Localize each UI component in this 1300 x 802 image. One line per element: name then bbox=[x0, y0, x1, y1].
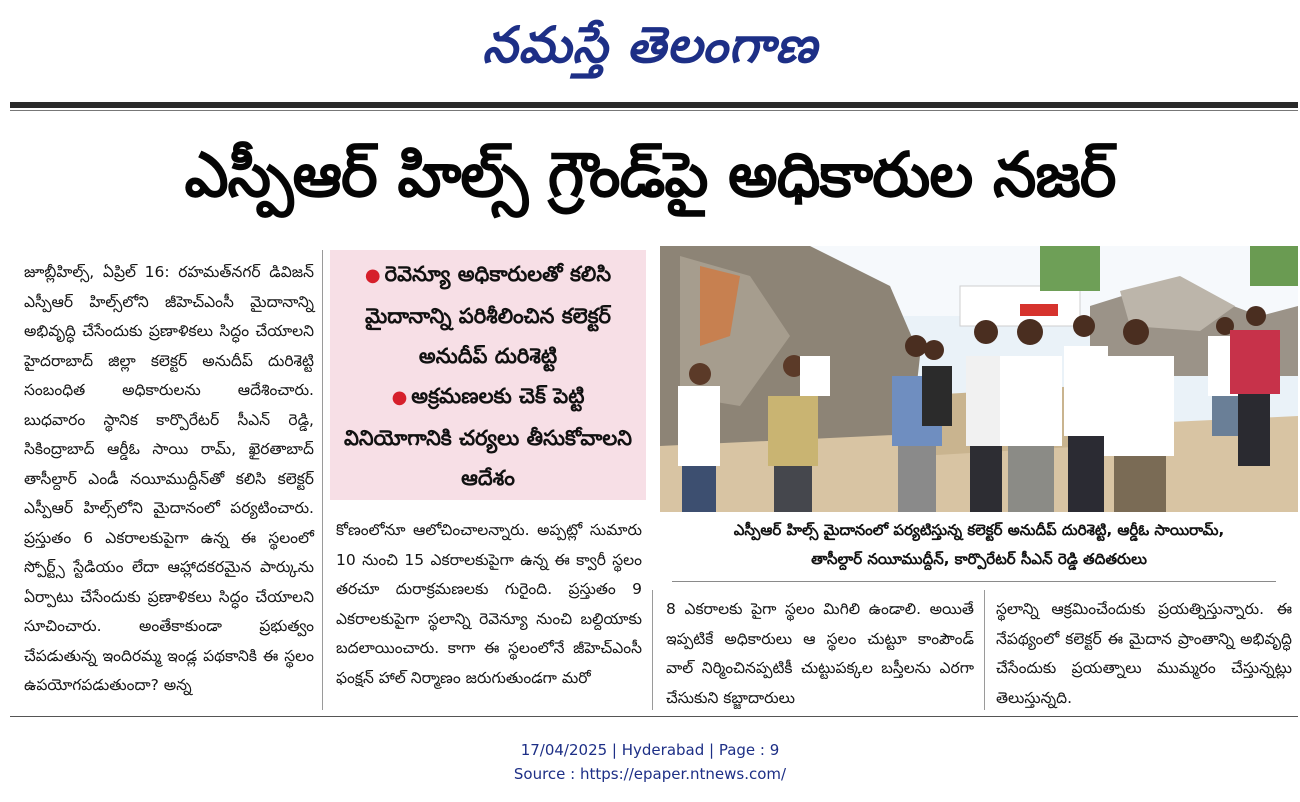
masthead-thin-rule bbox=[10, 110, 1298, 111]
masthead bbox=[0, 0, 1300, 100]
article-text: జూబ్లీహిల్స్, ఏప్రిల్ 16: రహమత్‌నగర్ డివిజన్ ఎస్పీఆర్ హిల్స్‌లోని జీహెచ్‌ఎంసీ మైదానాన్ని అభివృద్ధి చేసేందుకు ప్రణాళికలు సిద్ధం చేయాలని హైదరాబాద్ జిల్లా కలెక్టర్ అనుదీప్ దురిశెట్టి సంబంధిత అధికారులను ఆదేశించారు. బుధవారం స్థానిక కార్పొరేటర్ సీఎన్ రెడ్డి, సికింద్రాబాద్ ఆర్డీఓ సాయి రామ్, ఖైరతాబాద్ తాసీల్దార్ ఎండీ నయీముద్దీన్‌తో కలిసి కలెక్టర్ ఎస్పీఆర్ హిల్స్‌లోని మైదానంలో పర్యటించారు. ప్రస్తుతం 6 ఎకరాలకుపైగా ఉన్న ఈ స్థలంలో స్పోర్ట్స్ స్టేడియం లేదా ఆహ్లాదకరమైన పార్కును ఏర్పాటు చేసేందుకు ప్రణాళికలు సిద్ధం చేయాలని సూచించారు. అంతేకాకుండా ప్రభుత్వం చేపడుతున్న ఇందిరమ్మ ఇండ్ల పథకానికి ఈ స్థలం ఉపయోగపడుతుందా? అన్న bbox=[24, 263, 314, 694]
photo-caption bbox=[664, 516, 1294, 574]
highlight-item: ● రెవెన్యూ అధికారులతో కలిసి మైదానాన్ని పరిశీలించిన కలెక్టర్ అనుదీప్ దురిశెట్టి bbox=[364, 262, 612, 368]
highlight-item: ● అక్రమణలకు చెక్ పెట్టి వినియోగానికి చర్యలు తీసుకోవాలని ఆదేశం bbox=[343, 384, 633, 490]
masthead-rule bbox=[10, 102, 1298, 108]
caption-line: తాసీల్దార్ నయీముద్దీన్, కార్పొరేటర్ సీఎన్ రెడ్డి తదితరులు bbox=[811, 550, 1147, 568]
column-divider bbox=[984, 590, 985, 710]
page-footer bbox=[0, 738, 1300, 786]
article-text: కోణంలోనూ ఆలోచించాలన్నారు. అప్పట్లో సుమారు 10 నుంచి 15 ఎకరాలకుపైగా ఉన్న ఈ క్వారీ స్థలం తరచూ దురాక్రమణలకు గురైంది. ప్రస్తుతం 9 ఎకరాలకుపైగా స్థలాన్ని రెవెన్యూ నుంచి బల్దియాకు బదలాయించారు. కాగా ఈ స్థలంలోనే జీహెచ్‌ఎంసీ ఫంక్షన్ హాల్ నిర్మాణం జరుగుతుండగా మరో bbox=[336, 521, 642, 687]
footer-rule bbox=[10, 716, 1298, 717]
article-text: 8 ఎకరాలకు పైగా స్థలం మిగిలి ఉండాలి. అయితే ఇప్పటికే అధికారులు ఆ స్థలం చుట్టూ కాంపౌండ్ వాల్ నిర్మించినప్పటికీ చుట్టుపక్కల బస్తీలను ఎరగా చేసుకుని కబ్జాదారులు bbox=[666, 600, 974, 707]
caption-rule bbox=[672, 581, 1276, 582]
column-divider bbox=[652, 590, 653, 710]
caption-line: ఎస్పీఆర్ హిల్స్ మైదానంలో పర్యటిస్తున్న కలెక్టర్ అనుదీప్ దురిశెట్టి, ఆర్డీఓ సాయిరామ్, bbox=[733, 521, 1225, 539]
photo-officials-inspecting-ground bbox=[660, 246, 1298, 512]
column-divider bbox=[322, 250, 323, 710]
article-column-2 bbox=[336, 516, 642, 693]
bullet-icon: ● bbox=[364, 265, 381, 286]
article-text: స్థలాన్ని ఆక్రమించేందుకు ప్రయత్నిస్తున్నారు. ఈ నేపథ్యంలో కలెక్టర్ ఈ మైదాన ప్రాంతాన్ని అభివృద్ధి చేసేందుకు ప్రయత్నాలు ముమ్మరం చేస్తున్నట్లు తెలుస్తున్నది. bbox=[996, 600, 1292, 707]
news-photo bbox=[660, 246, 1298, 512]
article-column-1 bbox=[24, 258, 314, 701]
article-column-3 bbox=[666, 595, 974, 713]
bullet-icon: ● bbox=[391, 387, 408, 408]
highlights-box bbox=[330, 250, 646, 500]
article-headline: ఎస్పీఆర్ హిల్స్ గ్రౌండ్‌పై అధికారుల నజర్ bbox=[184, 138, 1116, 211]
article-column-4 bbox=[996, 595, 1292, 713]
source-link[interactable]: Source : https://epaper.ntnews.com/ bbox=[513, 765, 787, 783]
edition-info: 17/04/2025 | Hyderabad | Page : 9 bbox=[520, 741, 780, 759]
newspaper-logo: నమస్తే తెలంగాణ bbox=[482, 15, 818, 74]
